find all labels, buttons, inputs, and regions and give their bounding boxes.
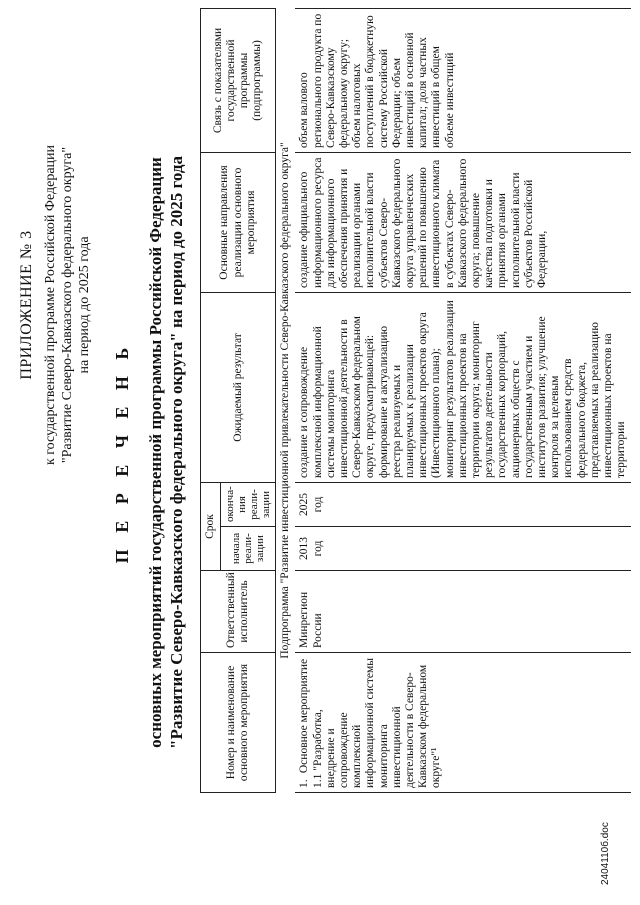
cell-directions: создание официального информационного ресурса для информационного обеспечения принятия и реализации органами исполнительной власти субъектов Северо-Кавказского федерального округа управленческих решений по повышению инвестиционного климата в субъектах Северо-Кавказского федерального округа; повышение качества подготовки и принятия органами исполнительной власти субъектов Российской Федерации, [295, 152, 631, 292]
header-directions: Основные направления реализации основного мероприятия [201, 152, 276, 292]
annex-line-1: к государственной программе Российской Федерации [43, 144, 58, 466]
subprogram-caption: Подпрограмма "Развитие инвестиционной привлекательности Северо-Кавказского федерального округа" [279, 142, 292, 659]
measures-table [200, 8, 631, 793]
cell-executor: Минрегион России [295, 571, 631, 653]
header-link: Связь с показателями государственной программы (подпрограммы) [201, 8, 276, 152]
cell-end: 2025 год [295, 482, 631, 526]
title-line-1: основных мероприятий государственной программы Российской Федерации [146, 157, 165, 748]
title-main: П Е Р Е Ч Е Н Ь [112, 341, 132, 564]
header-executor: Ответственный исполнитель [201, 571, 276, 653]
cell-link: объем валового регионального продукта по Северо-Кавказскому федеральному округу; объем налоговых поступлений в бюджетную систему Российской Федерации; объем инвестиций в основной капитал; доля частных инвестиций в общем объеме инвестиций [295, 8, 631, 152]
table-row [295, 8, 631, 792]
header-term: Срок [201, 482, 221, 570]
doc-code: 2404110б.doc [600, 822, 611, 885]
annex-line-2: "Развитие Северо-Кавказского федерального округа" [60, 146, 75, 464]
header-start: начала реали-зации [221, 527, 276, 571]
header-result: Ожидаемый результат [201, 292, 276, 482]
header-name: Номер и наименование основного мероприятия [201, 653, 276, 793]
cell-start: 2013 год [295, 527, 631, 571]
annex-heading: ПРИЛОЖЕНИЕ № 3 [18, 230, 35, 380]
document-title [112, 0, 187, 905]
annex-line-3: на период до 2025 года [77, 236, 92, 374]
row-number: 1. [298, 779, 311, 788]
row-name: Основное мероприятие 1.1 "Разработка, внедрение и сопровождение комплексной информационной системы мониторинга инвестиционной деятельности в Северо-Кавказском федеральном округе"¹ [298, 657, 443, 788]
annex-header [18, 5, 93, 605]
cell-name [295, 653, 631, 793]
header-end: оконча-ния реали-зации [221, 482, 276, 526]
title-line-2: "Развитие Северо-Кавказского федерального округа" на период до 2025 года [167, 156, 186, 749]
cell-result: создание и сопровождение комплексной информационной системы мониторинга инвестиционной деятельности в Северо-Кавказском федеральном округе, предусматривающей: формирование и актуализацию реестра реализуемых и планируемых к реализации инвестиционных проектов округа (Инвестиционного плана); мониторинг результатов реализации инвестиционных проектов на территории округа; мониторинг результатов деятельности государственных корпораций, акционерных обществ с государственным участием и институтов развития; улучшение контроля за целевым использованием средств федерального бюджета, представляемых на реализацию инвестиционных проектов на территории [295, 292, 631, 482]
